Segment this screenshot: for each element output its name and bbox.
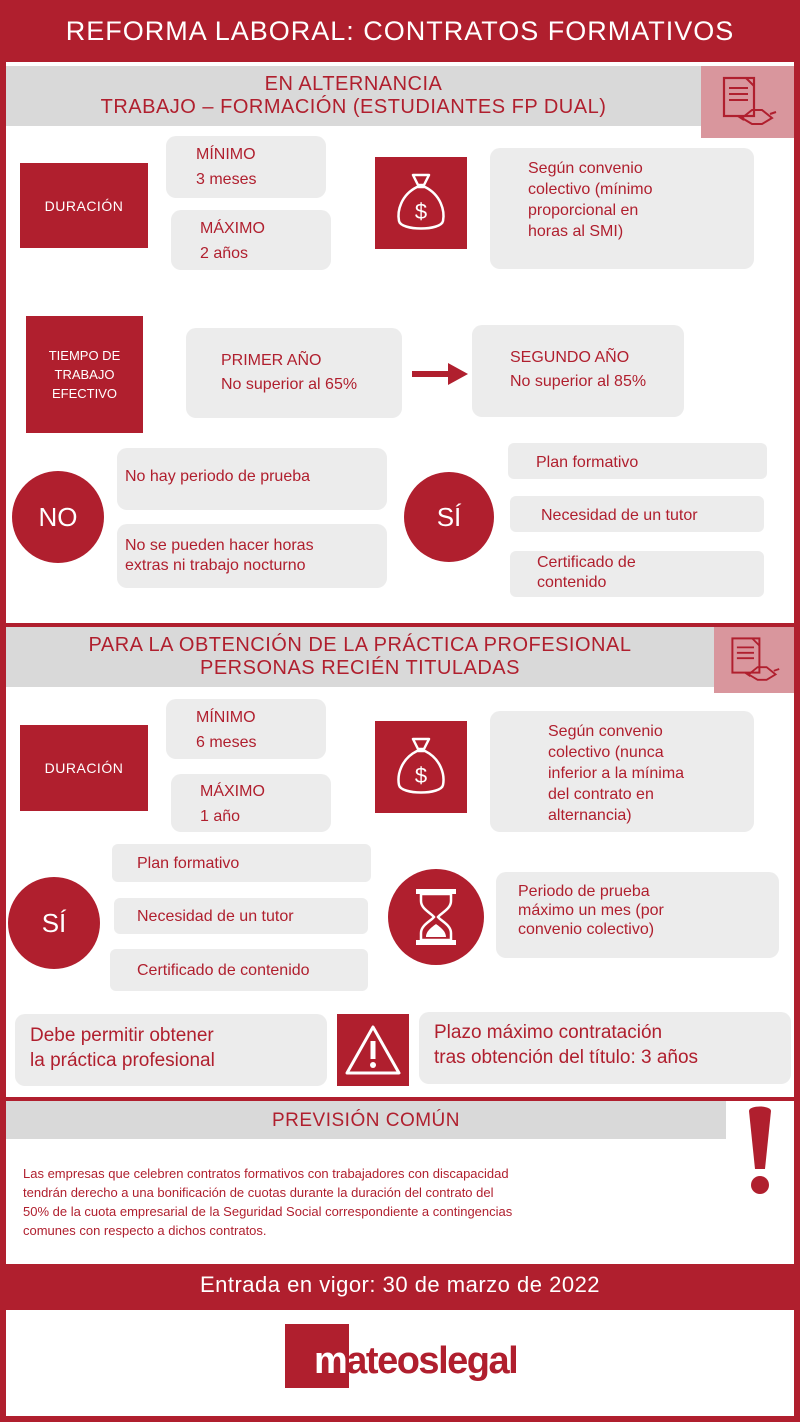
si-item-certificate-text: Certificado de contenido: [137, 962, 310, 979]
si-item-plan: [508, 443, 767, 479]
max-value: 1 año: [200, 808, 241, 825]
first-year-label: PRIMER AÑO: [221, 352, 322, 369]
deadline-line-2: tras obtención del título: 3 años: [434, 1047, 699, 1068]
logo-panel: [6, 1310, 794, 1416]
si-item-certificate-line1: Certificado de: [537, 554, 636, 571]
money-bag-icon-box: [375, 721, 467, 813]
second-year-box: [472, 325, 684, 417]
si-item-certificate: [110, 949, 368, 991]
no-item-overtime-line1: No se pueden hacer horas: [125, 537, 314, 554]
si-item-plan-text: Plan formativo: [137, 855, 240, 872]
effective-time-line-1: TIEMPO DE: [48, 348, 121, 363]
second-year-value: No superior al 85%: [510, 373, 647, 390]
effective-time-line-3: EFECTIVO: [51, 386, 117, 401]
min-value: 6 meses: [196, 734, 257, 751]
exclamation-icon: [743, 1105, 777, 1197]
provision-line-1: Las empresas que celebren contratos formativos con trabajadores con discapacidad: [23, 1166, 509, 1181]
contract-handshake-icon: [718, 74, 778, 130]
si-item-certificate-line2: contenido: [537, 574, 607, 591]
section-heading-line2: PERSONAS RECIÉN TITULADAS: [200, 657, 520, 679]
duration-min: [166, 699, 326, 759]
section-heading: [6, 627, 714, 687]
salary-line-4: horas al SMI): [528, 223, 624, 240]
salary-line-5: alternancia): [548, 807, 632, 824]
no-item-overtime-line2: extras ni trabajo nocturno: [125, 557, 306, 574]
must-allow-note: [15, 1014, 327, 1086]
hiring-deadline-note: [419, 1012, 791, 1084]
first-year-box: [186, 328, 402, 418]
si-badge: SÍ: [8, 877, 100, 969]
logo-wordmark: [314, 1340, 517, 1383]
duration-label: DURACIÓN: [20, 725, 148, 811]
salary-line-1: Según convenio: [528, 160, 643, 177]
effective-date: Entrada en vigor: 30 de marzo de 2022: [199, 1272, 601, 1297]
trial-line-3: convenio colectivo): [518, 921, 655, 938]
provision-line-4: comunes con respecto a dichos contratos.: [23, 1223, 267, 1238]
salary-line-2: colectivo (nunca: [548, 744, 664, 761]
salary-line-2: colectivo (mínimo: [528, 181, 653, 198]
warning-triangle-icon: [343, 1023, 403, 1077]
logo-initial: m: [314, 1340, 347, 1382]
no-item-overtime: [117, 524, 387, 588]
salary-line-3: inferior a la mínima: [548, 765, 685, 782]
effective-time-label: [26, 316, 143, 433]
min-label: MÍNIMO: [196, 709, 256, 726]
provision-line-2: tendrán derecho a una bonificación de cuotas durante la duración del contrato del: [23, 1185, 494, 1200]
must-line-1: Debe permitir obtener: [30, 1025, 214, 1046]
si-badge: SÍ: [404, 472, 494, 562]
duration-label: DURACIÓN: [20, 163, 148, 248]
si-item-tutor: [510, 496, 764, 532]
si-item-tutor-text: Necesidad de un tutor: [541, 507, 698, 524]
deadline-line-1: Plazo máximo contratación: [434, 1022, 663, 1043]
effective-time-line-2: TRABAJO: [54, 367, 115, 382]
salary-line-1: Según convenio: [548, 723, 663, 740]
max-label: MÁXIMO: [200, 783, 265, 800]
hourglass-icon: [412, 887, 460, 947]
salary-line-4: del contrato en: [548, 786, 654, 803]
section-practica-profesional: [6, 627, 794, 1097]
si-item-plan-text: Plan formativo: [536, 454, 639, 471]
si-item-tutor: [114, 898, 368, 934]
no-badge: NO: [12, 471, 104, 563]
svg-text:$: $: [414, 763, 428, 788]
second-year-label: SEGUNDO AÑO: [510, 349, 630, 366]
max-value: 2 años: [200, 245, 249, 262]
section-alternancia: [6, 62, 794, 623]
page-title: REFORMA LABORAL: CONTRATOS FORMATIVOS: [65, 15, 735, 46]
duration-max: [171, 774, 331, 832]
provision-line-3: 50% de la cuota empresarial de la Seguridad Social correspondiente a contingencias: [23, 1204, 513, 1219]
min-value: 3 meses: [196, 171, 257, 188]
svg-text:$: $: [414, 199, 428, 224]
arrow-right-icon: [412, 362, 468, 386]
section-heading: PREVISIÓN COMÚN: [6, 1101, 726, 1139]
section-heading: [6, 66, 701, 126]
salary-note: [490, 711, 754, 832]
section-heading-line1: PARA LA OBTENCIÓN DE LA PRÁCTICA PROFESIONAL: [88, 634, 632, 656]
logo-rest: ateoslegal: [346, 1340, 518, 1382]
trial-period-note: [496, 872, 779, 958]
si-item-tutor-text: Necesidad de un tutor: [137, 908, 294, 925]
max-label: MÁXIMO: [200, 220, 265, 237]
money-bag-icon-box: [375, 157, 467, 249]
must-line-2: la práctica profesional: [30, 1050, 215, 1071]
si-item-plan: [112, 844, 371, 882]
si-item-certificate: [510, 551, 764, 597]
section-prevision-comun: [6, 1101, 794, 1264]
salary-line-3: proporcional en: [528, 202, 639, 219]
no-item-trial: [117, 448, 387, 510]
salary-note: [490, 148, 754, 269]
common-provision-text: [23, 1164, 723, 1240]
section-heading-line2: TRABAJO – FORMACIÓN (ESTUDIANTES FP DUAL): [100, 96, 607, 118]
contract-icon-box: [714, 627, 794, 693]
hourglass-icon-badge: [388, 869, 484, 965]
duration-max: [171, 210, 331, 270]
section-heading-line1: EN ALTERNANCIA: [264, 73, 443, 95]
contract-handshake-icon: [727, 634, 781, 686]
trial-line-2: máximo un mes (por: [518, 902, 664, 919]
min-label: MÍNIMO: [196, 146, 256, 163]
duration-min: [166, 136, 326, 198]
trial-line-1: Periodo de prueba: [518, 883, 650, 900]
no-item-trial-text: No hay periodo de prueba: [125, 468, 311, 485]
contract-icon-box: [701, 66, 794, 138]
warning-icon-box: [337, 1014, 409, 1086]
first-year-value: No superior al 65%: [221, 376, 358, 393]
money-bag-icon: [393, 735, 449, 799]
money-bag-icon: [393, 171, 449, 235]
